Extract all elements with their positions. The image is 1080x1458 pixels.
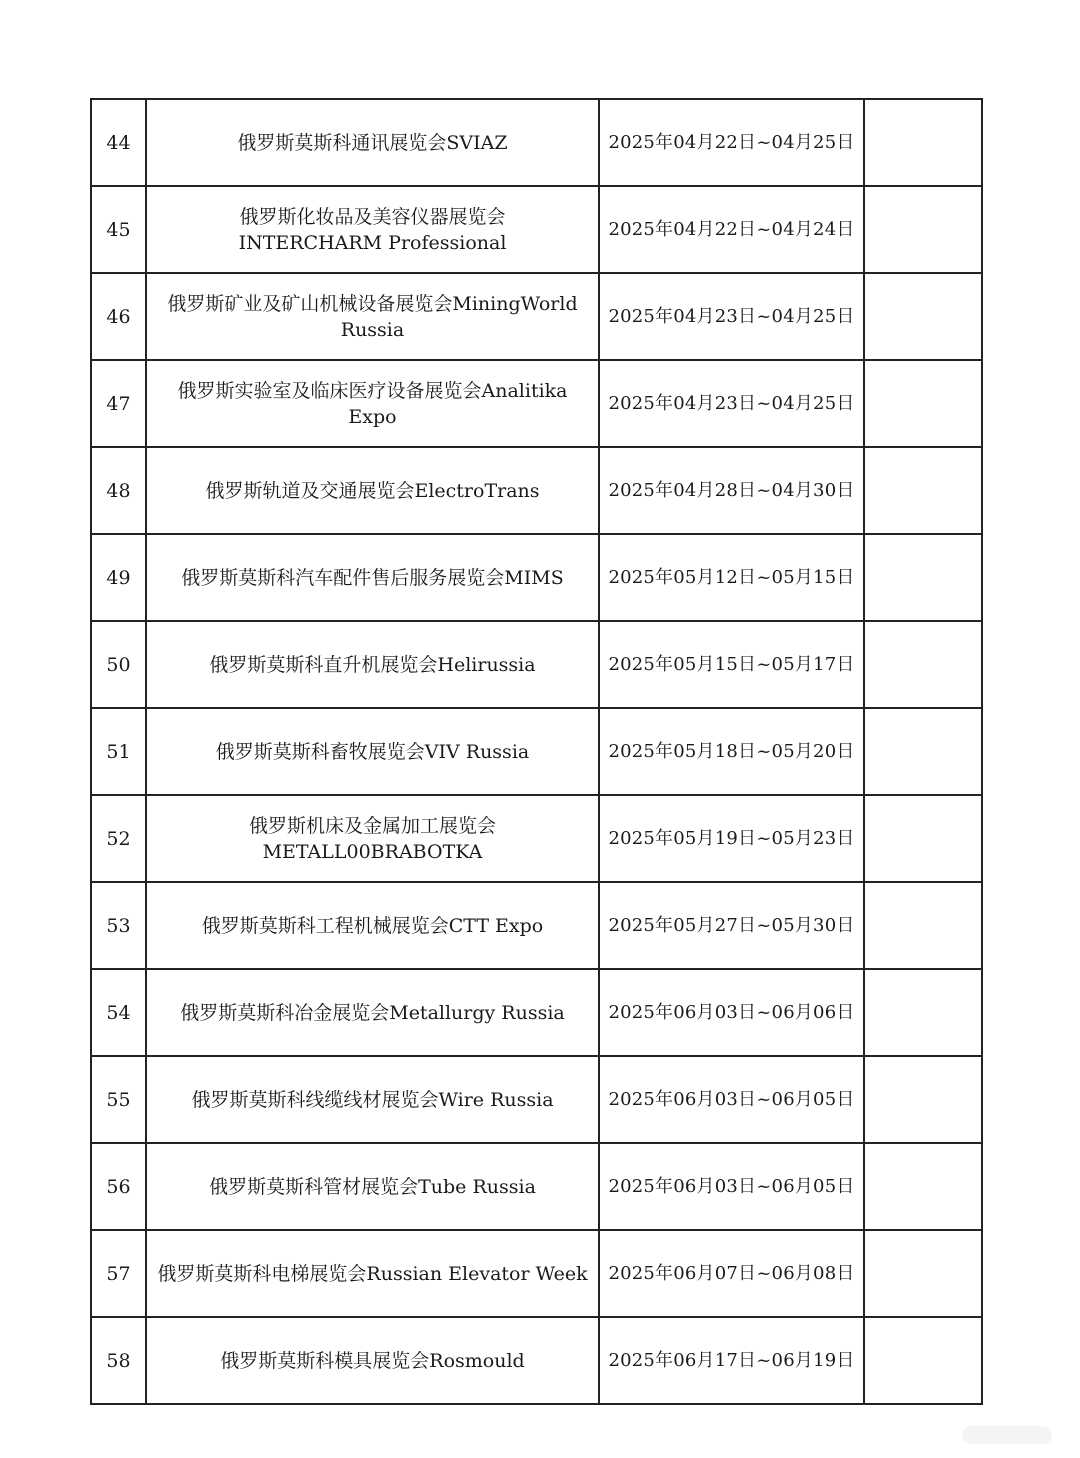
empty-cell — [864, 969, 982, 1056]
empty-cell — [864, 447, 982, 534]
exhibition-name-line: 俄罗斯莫斯科电梯展览会Russian Elevator Week — [157, 1262, 588, 1285]
table-row — [91, 1230, 982, 1317]
table-row — [91, 708, 982, 795]
exhibition-name-line: 俄罗斯矿业及矿山机械设备展览会MiningWorld — [167, 292, 578, 315]
exhibition-date: 2025年05月15日~05月17日 — [599, 621, 864, 708]
table-row — [91, 882, 982, 969]
exhibition-name — [146, 969, 599, 1056]
empty-cell — [864, 795, 982, 882]
exhibition-name — [146, 882, 599, 969]
row-number: 58 — [91, 1317, 146, 1404]
exhibition-date: 2025年05月12日~05月15日 — [599, 534, 864, 621]
exhibition-name-line: 俄罗斯莫斯科冶金展览会Metallurgy Russia — [180, 1001, 565, 1024]
table-row — [91, 795, 982, 882]
table-body — [91, 99, 982, 1404]
row-number: 49 — [91, 534, 146, 621]
row-number: 55 — [91, 1056, 146, 1143]
row-number: 45 — [91, 186, 146, 273]
table-row — [91, 534, 982, 621]
exhibition-date: 2025年04月22日~04月24日 — [599, 186, 864, 273]
exhibition-date: 2025年04月23日~04月25日 — [599, 273, 864, 360]
empty-cell — [864, 534, 982, 621]
table-row — [91, 621, 982, 708]
exhibition-name — [146, 534, 599, 621]
row-number: 56 — [91, 1143, 146, 1230]
exhibition-date: 2025年06月03日~06月05日 — [599, 1056, 864, 1143]
exhibition-date: 2025年05月18日~05月20日 — [599, 708, 864, 795]
exhibition-name-line: 俄罗斯莫斯科畜牧展览会VIV Russia — [215, 740, 530, 763]
row-number: 48 — [91, 447, 146, 534]
row-number: 50 — [91, 621, 146, 708]
exhibition-date: 2025年06月17日~06月19日 — [599, 1317, 864, 1404]
exhibition-name-line: 俄罗斯莫斯科汽车配件售后服务展览会MIMS — [181, 566, 564, 589]
exhibition-name — [146, 186, 599, 273]
exhibition-name-line: 俄罗斯轨道及交通展览会ElectroTrans — [205, 479, 540, 502]
exhibition-name — [146, 1230, 599, 1317]
exhibition-name-line: 俄罗斯机床及金属加工展览会 — [248, 814, 496, 837]
exhibition-name — [146, 708, 599, 795]
exhibition-name — [146, 621, 599, 708]
table-row — [91, 1143, 982, 1230]
exhibition-name-line: 俄罗斯莫斯科直升机展览会Helirussia — [209, 653, 536, 676]
exhibition-name-line: 俄罗斯莫斯科通讯展览会SVIAZ — [237, 131, 508, 154]
row-number: 57 — [91, 1230, 146, 1317]
exhibition-date: 2025年06月03日~06月06日 — [599, 969, 864, 1056]
row-number: 46 — [91, 273, 146, 360]
empty-cell — [864, 99, 982, 186]
exhibition-name — [146, 1317, 599, 1404]
exhibition-name — [146, 99, 599, 186]
exhibition-date: 2025年06月03日~06月05日 — [599, 1143, 864, 1230]
exhibition-name-line: 俄罗斯莫斯科模具展览会Rosmould — [220, 1349, 525, 1372]
row-number: 54 — [91, 969, 146, 1056]
table-row — [91, 1056, 982, 1143]
table-row — [91, 360, 982, 447]
exhibition-date: 2025年04月28日~04月30日 — [599, 447, 864, 534]
exhibition-name-line: 俄罗斯化妆品及美容仪器展览会 — [239, 205, 506, 228]
exhibition-name-line: INTERCHARM Professional — [238, 231, 507, 254]
exhibition-name-line: Expo — [348, 405, 397, 428]
row-number: 51 — [91, 708, 146, 795]
table-row — [91, 969, 982, 1056]
exhibition-name-line: 俄罗斯莫斯科管材展览会Tube Russia — [209, 1175, 536, 1198]
exhibition-name — [146, 273, 599, 360]
table-row — [91, 186, 982, 273]
row-number: 52 — [91, 795, 146, 882]
row-number: 44 — [91, 99, 146, 186]
empty-cell — [864, 1143, 982, 1230]
table-row — [91, 447, 982, 534]
exhibition-date: 2025年05月19日~05月23日 — [599, 795, 864, 882]
exhibition-date: 2025年04月22日~04月25日 — [599, 99, 864, 186]
exhibition-name-line: 俄罗斯莫斯科工程机械展览会CTT Expo — [201, 914, 544, 937]
exhibition-name — [146, 447, 599, 534]
empty-cell — [864, 621, 982, 708]
exhibition-date: 2025年06月07日~06月08日 — [599, 1230, 864, 1317]
exhibition-name — [146, 795, 599, 882]
exhibition-name — [146, 360, 599, 447]
table-row — [91, 1317, 982, 1404]
empty-cell — [864, 1230, 982, 1317]
empty-cell — [864, 186, 982, 273]
empty-cell — [864, 1317, 982, 1404]
row-number: 47 — [91, 360, 146, 447]
exhibition-name-line: METALL00BRABOTKA — [262, 840, 483, 863]
empty-cell — [864, 882, 982, 969]
exhibition-name — [146, 1143, 599, 1230]
exhibition-name-line: 俄罗斯莫斯科线缆线材展览会Wire Russia — [191, 1088, 554, 1111]
row-number: 53 — [91, 882, 146, 969]
exhibition-name-line: Russia — [340, 318, 405, 341]
empty-cell — [864, 1056, 982, 1143]
empty-cell — [864, 360, 982, 447]
exhibition-name-line: 俄罗斯实验室及临床医疗设备展览会Analitika — [177, 379, 568, 402]
table-row — [91, 99, 982, 186]
watermark — [962, 1426, 1052, 1444]
exhibition-table — [90, 98, 983, 1405]
exhibition-date: 2025年04月23日~04月25日 — [599, 360, 864, 447]
exhibition-date: 2025年05月27日~05月30日 — [599, 882, 864, 969]
exhibition-name — [146, 1056, 599, 1143]
table-row — [91, 273, 982, 360]
empty-cell — [864, 273, 982, 360]
empty-cell — [864, 708, 982, 795]
